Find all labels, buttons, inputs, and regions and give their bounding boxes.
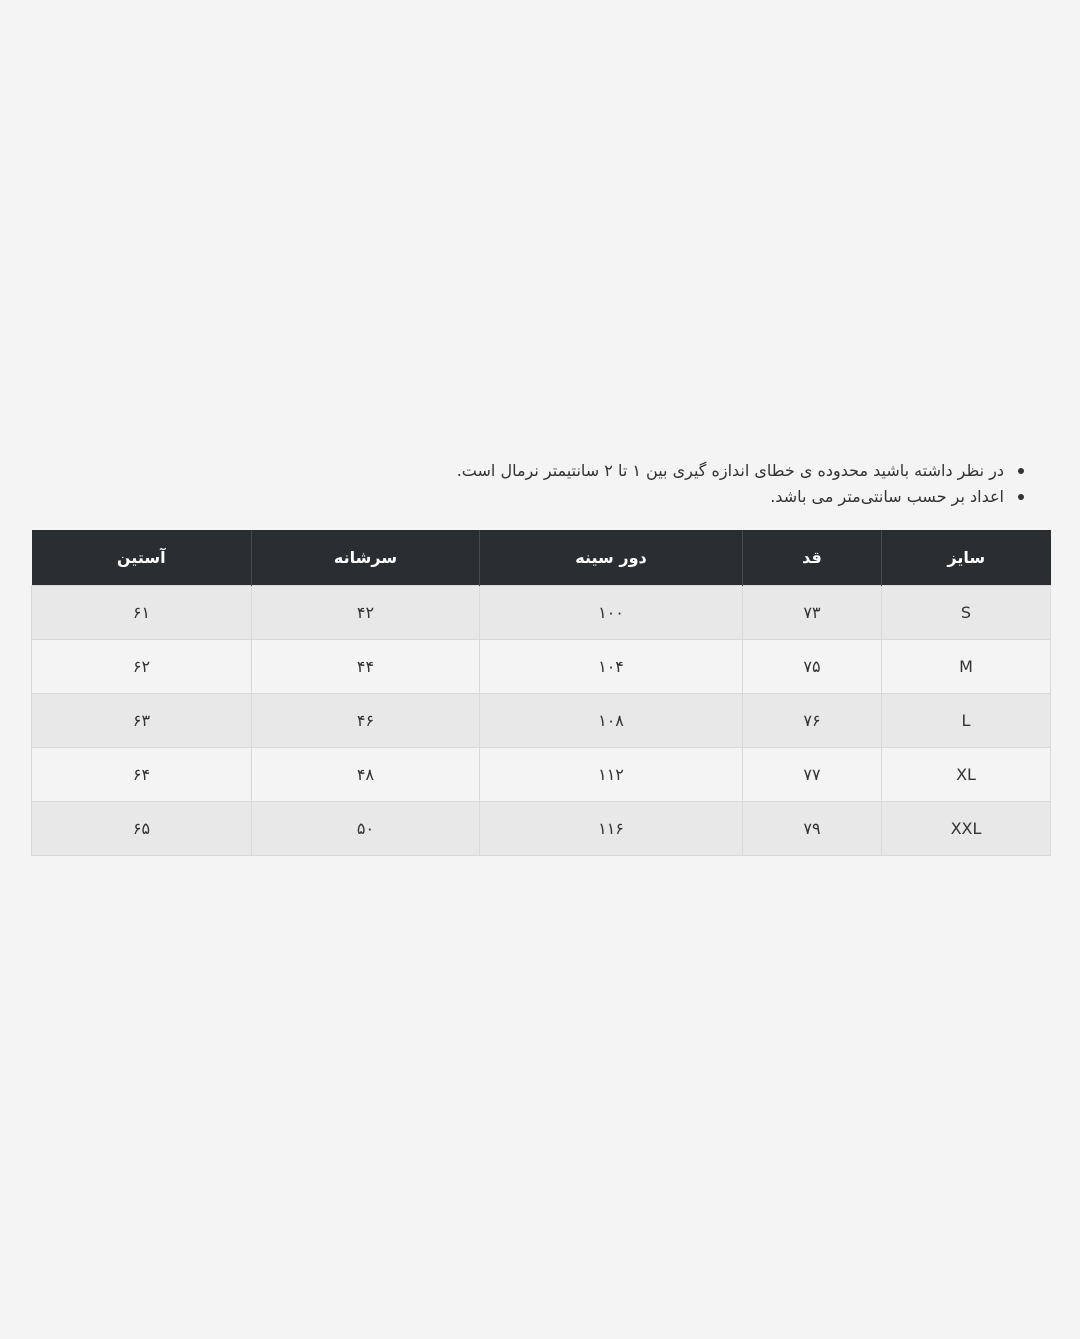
table-row	[32, 748, 1051, 802]
cell-sleeve: ۶۲	[32, 640, 252, 694]
header-chest: دور سینه	[480, 530, 743, 586]
table-row	[32, 586, 1051, 640]
cell-shoulder: ۴۶	[252, 694, 480, 748]
size-chart-table	[31, 530, 1051, 856]
cell-size: XL	[882, 748, 1051, 802]
cell-chest: ۱۱۲	[480, 748, 743, 802]
cell-height: ۷۳	[743, 586, 882, 640]
cell-size: S	[882, 586, 1051, 640]
table-header-row	[32, 530, 1051, 586]
cell-height: ۷۹	[743, 802, 882, 856]
header-size: سایز	[882, 530, 1051, 586]
note-item: اعداد بر حسب سانتی‌متر می باشد.	[126, 484, 1026, 510]
size-notes	[126, 458, 1026, 510]
header-height: قد	[743, 530, 882, 586]
table-row	[32, 694, 1051, 748]
cell-size: L	[882, 694, 1051, 748]
header-shoulder: سرشانه	[252, 530, 480, 586]
cell-chest: ۱۰۸	[480, 694, 743, 748]
cell-chest: ۱۱۶	[480, 802, 743, 856]
table-row	[32, 640, 1051, 694]
cell-size: XXL	[882, 802, 1051, 856]
cell-height: ۷۵	[743, 640, 882, 694]
table-row	[32, 802, 1051, 856]
cell-shoulder: ۴۸	[252, 748, 480, 802]
cell-size: M	[882, 640, 1051, 694]
cell-sleeve: ۶۵	[32, 802, 252, 856]
cell-sleeve: ۶۱	[32, 586, 252, 640]
cell-chest: ۱۰۴	[480, 640, 743, 694]
cell-sleeve: ۶۳	[32, 694, 252, 748]
cell-shoulder: ۴۲	[252, 586, 480, 640]
cell-shoulder: ۵۰	[252, 802, 480, 856]
cell-chest: ۱۰۰	[480, 586, 743, 640]
cell-height: ۷۷	[743, 748, 882, 802]
cell-height: ۷۶	[743, 694, 882, 748]
cell-sleeve: ۶۴	[32, 748, 252, 802]
cell-shoulder: ۴۴	[252, 640, 480, 694]
note-item: در نظر داشته باشید محدوده ی خطای اندازه گیری بین ۱ تا ۲ سانتیمتر نرمال است.	[126, 458, 1026, 484]
header-sleeve: آستین	[32, 530, 252, 586]
